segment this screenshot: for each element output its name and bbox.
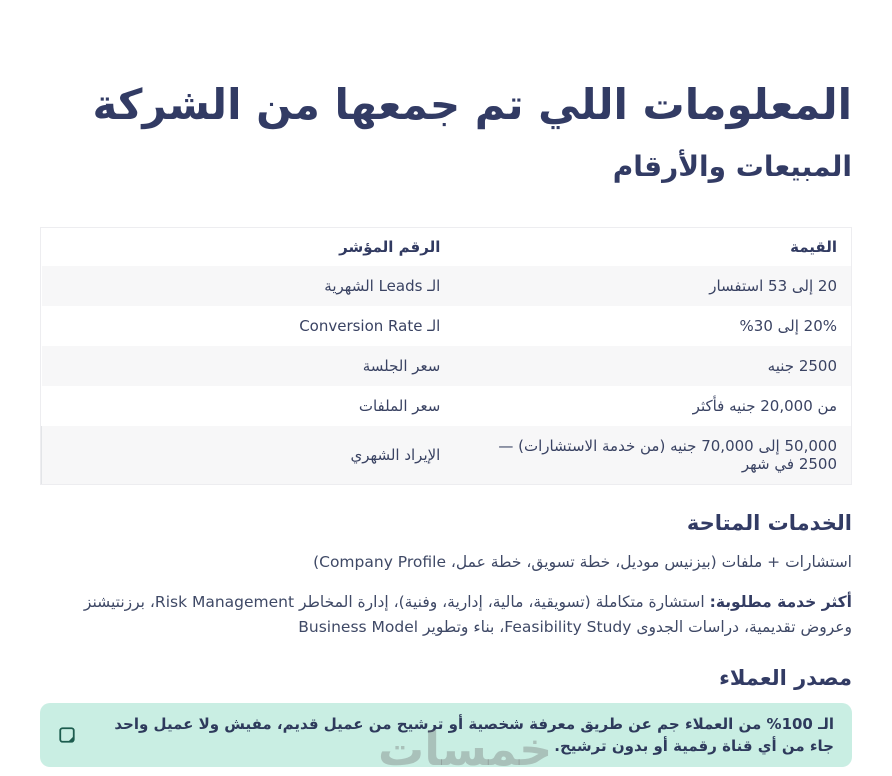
- customer-source-callout: [40, 703, 852, 767]
- table-header-row: [42, 228, 852, 266]
- table-header-indicator: الرقم المؤشر: [42, 228, 455, 266]
- khamsat-watermark: خمسات: [378, 722, 553, 776]
- table-row: [42, 306, 852, 346]
- customers-section-heading: مصدر العملاء: [719, 665, 852, 690]
- services-section-heading: الخدمات المتاحة: [686, 510, 852, 535]
- services-paragraph-1: استشارات + ملفات (بيزنيس موديل، خطة تسويق، خطة عمل، Company Profile): [313, 552, 852, 571]
- services-paragraph-2-lead: أكثر خدمة مطلوبة:: [709, 592, 852, 611]
- services-paragraph-2-rest: استشارة متكاملة (تسويقية، مالية، إدارية، وفنية)، إدارة المخاطر Risk Management، برزنتيشنز وعروض تقديمية، دراسات الجدوى Feasibility Study، بناء وتطوير Business Model: [83, 592, 852, 636]
- value-cell: 20 إلى 53 استفسار: [454, 266, 851, 306]
- indicator-cell: سعر الملفات: [42, 386, 455, 426]
- table-row: [42, 426, 852, 484]
- table-row: [42, 346, 852, 386]
- services-paragraph-2: [40, 590, 852, 640]
- callout-text: الـ 100% من العملاء جم عن طريق معرفة شخصية أو ترشيح من عميل قديم، مفيش ولا عميل واحد جاء من أي قناة رقمية أو بدون ترشيح.: [114, 714, 834, 755]
- note-icon: [58, 726, 76, 744]
- indicator-cell: سعر الجلسة: [42, 346, 455, 386]
- value-cell: من 20,000 جنيه فأكثر: [454, 386, 851, 426]
- table-row: [42, 266, 852, 306]
- page-subtitle: المبيعات والأرقام: [612, 149, 852, 183]
- value-cell: 20% إلى 30%: [454, 306, 851, 346]
- metrics-table: [41, 228, 851, 484]
- table-header-value: القيمة: [454, 228, 851, 266]
- indicator-cell: الـ Leads الشهرية: [42, 266, 455, 306]
- value-cell: 2500 جنيه: [454, 346, 851, 386]
- indicator-cell: الإيراد الشهري: [42, 426, 455, 484]
- value-cell: 50,000 إلى 70,000 جنيه (من خدمة الاستشارات) — 2500 في شهر: [454, 426, 851, 484]
- table-row: [42, 386, 852, 426]
- indicator-cell: الـ Conversion Rate: [42, 306, 455, 346]
- page-title: المعلومات اللي تم جمعها من الشركة: [92, 80, 852, 129]
- metrics-table-container: [40, 227, 852, 485]
